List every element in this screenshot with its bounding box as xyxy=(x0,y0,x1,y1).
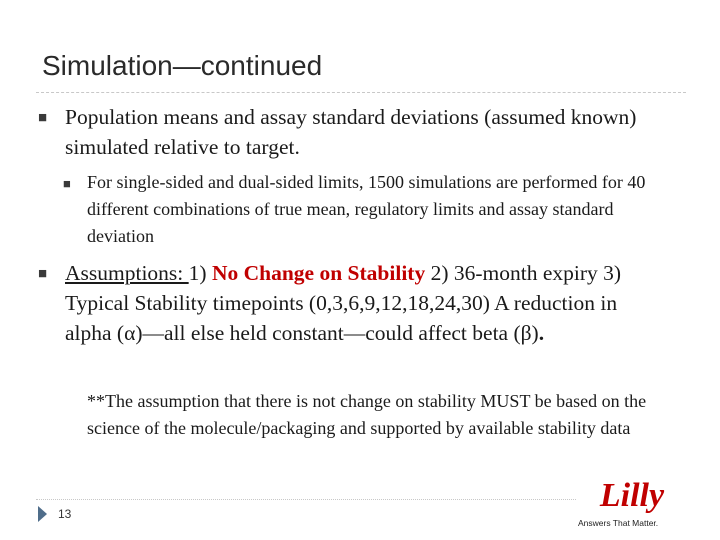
assumptions-text xyxy=(65,258,665,348)
page-number: 13 xyxy=(58,507,72,521)
square-bullet-icon: ■ xyxy=(63,176,71,191)
logo-wordmark: Lilly xyxy=(599,477,665,514)
assumption-rest: 2) 36-month expiry 3) Typical Stability timepoints (0,3,6,9,12,18,24,30) A reduction in alpha (α)—all else held constant—could affect beta (β) xyxy=(65,261,622,345)
assumptions-label: Assumptions: xyxy=(65,261,189,285)
assumption-end: . xyxy=(538,321,545,345)
assumption-note: **The assumption that there is not change on stability MUST be based on the science of the molecule/packaging and supported by available stability data xyxy=(87,391,647,438)
assumption-no-change: No Change on Stability xyxy=(211,261,426,285)
assumption-item1-prefix: 1) xyxy=(188,261,212,285)
logo-tagline: Answers That Matter. xyxy=(578,518,659,528)
square-bullet-icon: ■ xyxy=(38,266,48,282)
lilly-logo xyxy=(572,472,692,532)
square-bullet-icon: ■ xyxy=(38,110,48,126)
title-divider xyxy=(36,92,686,93)
slide-title: Simulation—continued xyxy=(42,50,323,81)
sub-bullet-text: For single-sided and dual-sided limits, 1500 simulations are performed for 40 different combinations of true mean, regulatory limits and assay standard deviation xyxy=(87,172,646,246)
triangle-arrow-icon xyxy=(38,506,47,522)
footer-divider xyxy=(36,499,576,500)
bullet-text-1: Population means and assay standard deviations (assumed known) simulated relative to target. xyxy=(65,105,637,159)
